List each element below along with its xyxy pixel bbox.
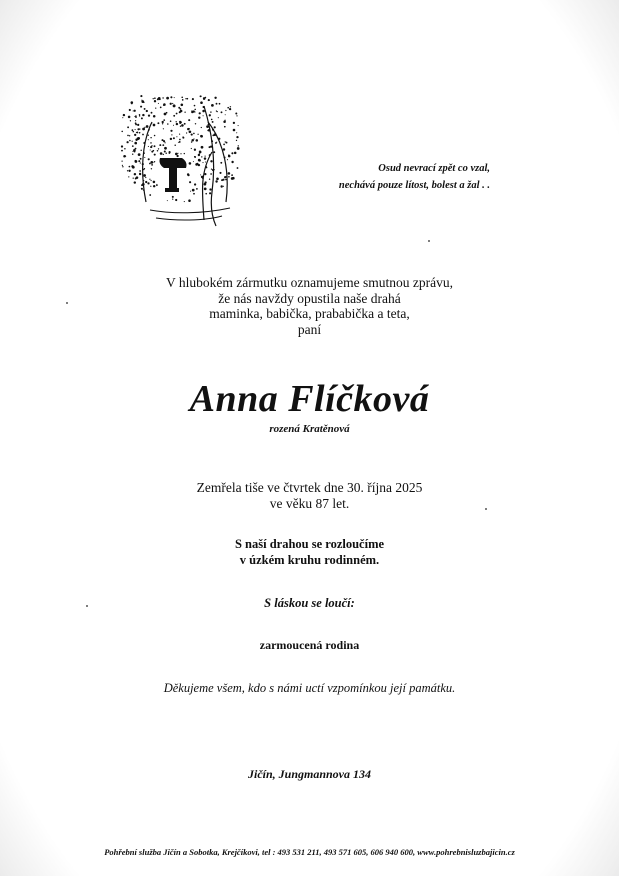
- funeral-service-footer: Pohřební služba Jičín a Sobotka, Krejčíkovi, tel : 493 531 211, 493 571 605, 606 940 600, www.pohrebnisluzbajicin.cz: [104, 847, 515, 857]
- scan-speck: [66, 302, 68, 304]
- farewell-line: S naší drahou se rozloučíme: [234, 537, 385, 551]
- maiden-name: rozená Kratěnová: [269, 423, 350, 435]
- motto-quote: [300, 160, 490, 194]
- family-address: Jičín, Jungmannova 134: [247, 767, 372, 781]
- intro-line: že nás navždy opustila naše drahá: [218, 290, 401, 306]
- intro-line: paní: [297, 321, 322, 337]
- intro-line: maminka, babička, prababička a teta,: [209, 306, 410, 321]
- signoff-heading: S láskou se loučí:: [264, 596, 355, 610]
- scan-speck: [86, 605, 88, 607]
- intro-line: V hlubokém zármutku oznamujeme smutnou zprávu,: [166, 275, 453, 290]
- farewell-note: [0, 536, 619, 568]
- thanks-note: Děkujeme všem, kdo s námi uctí vzpomínkou její památku.: [163, 681, 456, 695]
- age-line: ve věku 87 let.: [269, 495, 350, 511]
- scan-speck: [485, 508, 487, 510]
- garden-lantern-tree-icon: [112, 92, 250, 228]
- farewell-line: v úzkém kruhu rodinném.: [239, 553, 380, 567]
- death-date-line: Zemřela tiše ve čtvrtek dne 30. října 2025: [196, 480, 423, 495]
- death-info: [0, 480, 619, 511]
- intro-text: [0, 275, 619, 337]
- scan-speck: [428, 240, 430, 242]
- deceased-name: Anna Flíčková: [189, 378, 430, 420]
- family-signature: zarmoucená rodina: [259, 638, 360, 652]
- motto-line: nechává pouze lítost, bolest a žal . .: [338, 180, 490, 191]
- motto-line: Osud nevrací zpět co vzal,: [378, 163, 490, 174]
